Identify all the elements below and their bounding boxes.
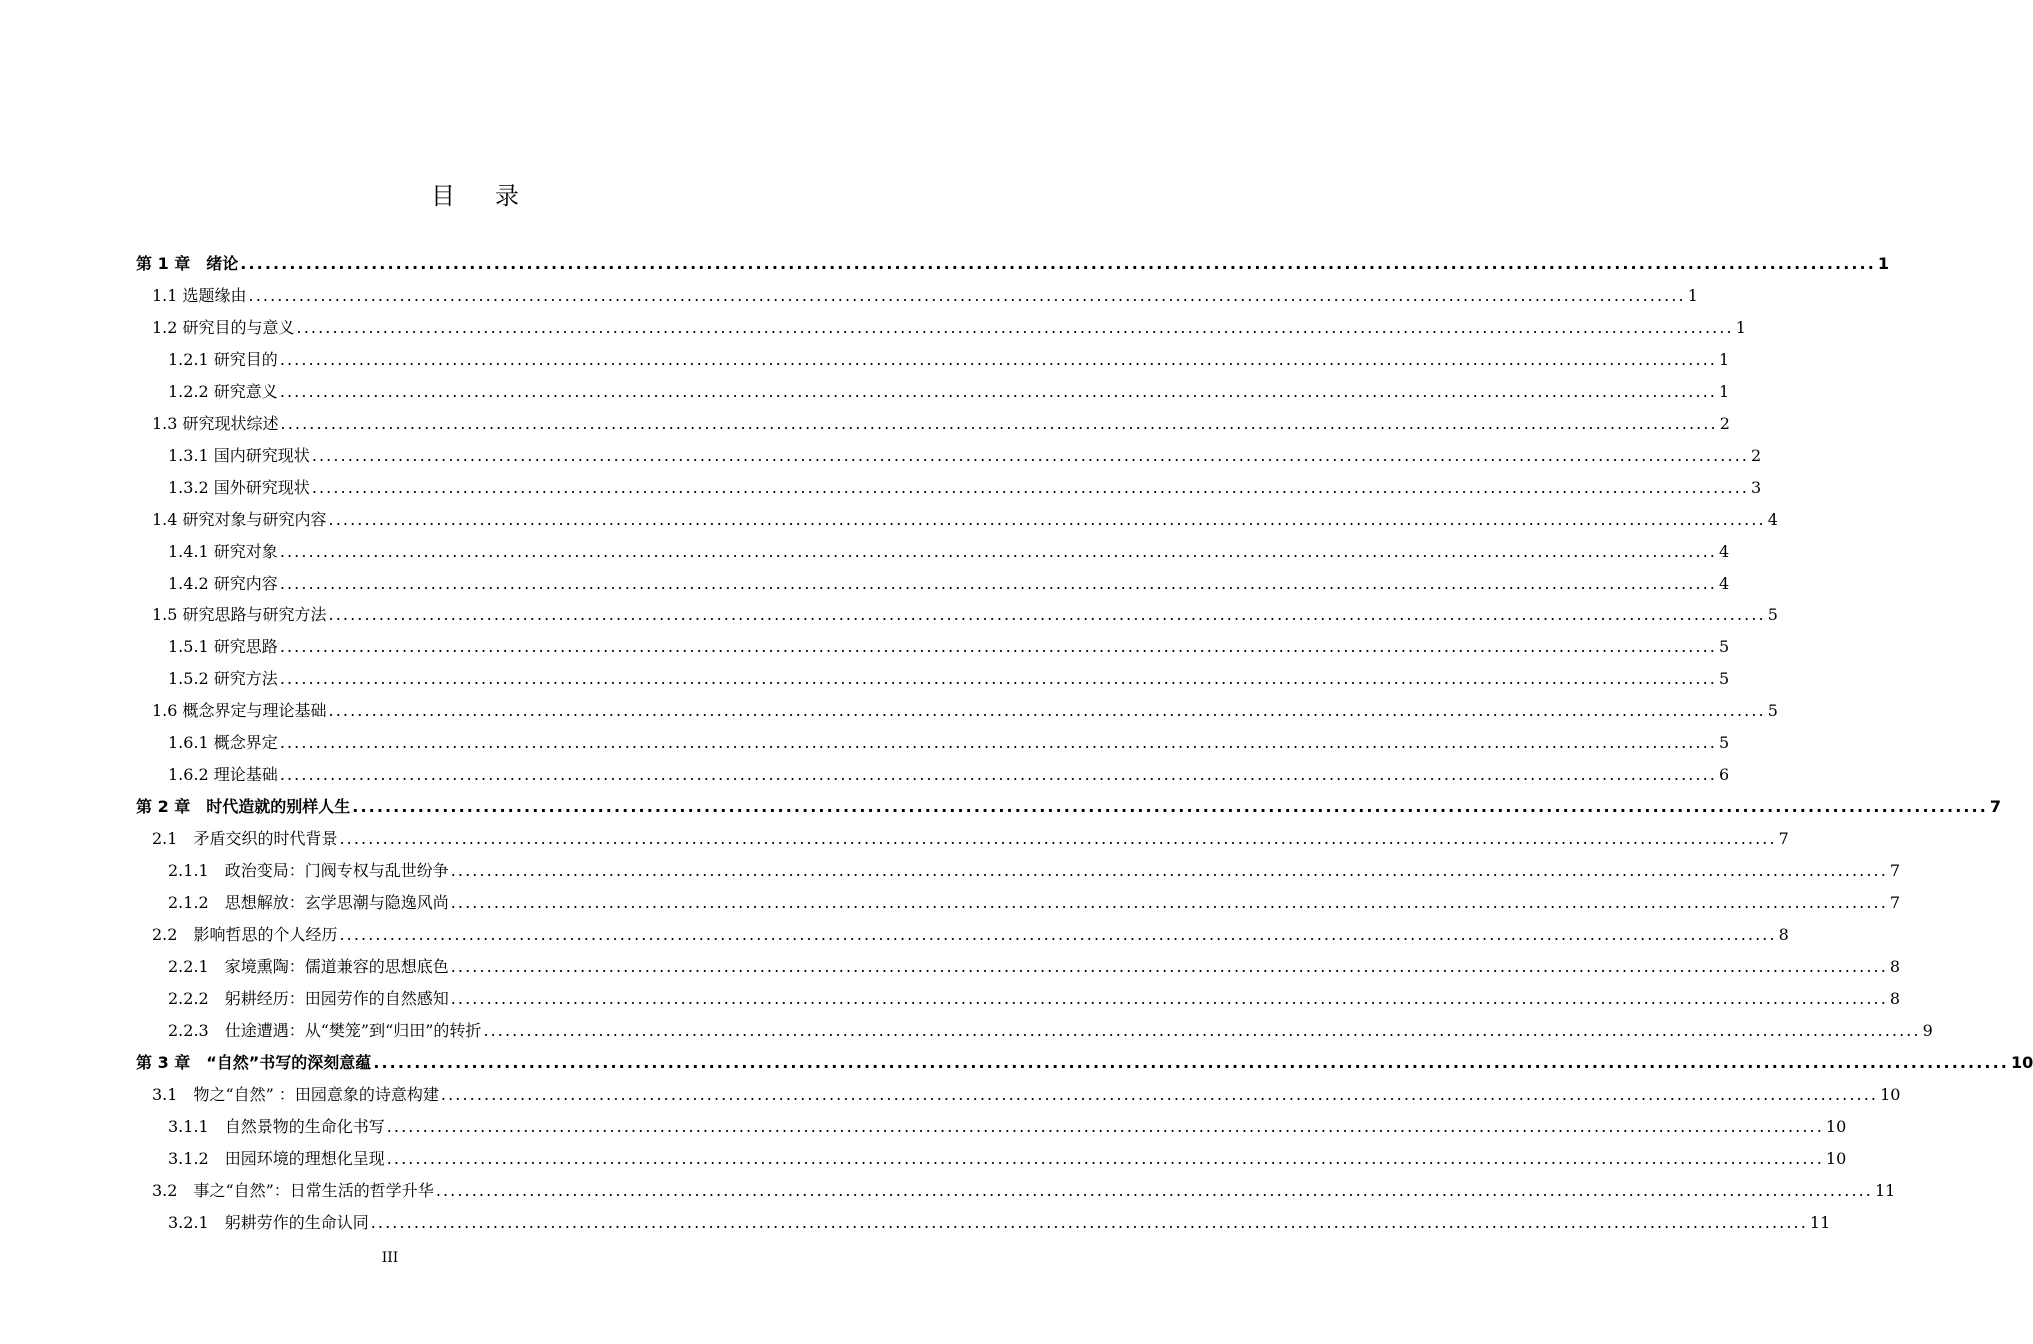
toc-entry-page: 1 xyxy=(1687,285,1698,305)
toc-dot-leader: ........................................................................................................................................................................................................ xyxy=(386,1116,1824,1136)
toc-entry-page: 6 xyxy=(1719,765,1730,785)
toc-entry-label: 1.1 选题缘由 xyxy=(152,285,247,305)
toc-entry[interactable] xyxy=(168,344,1730,370)
toc-entry-label: 1.2.1 研究目的 xyxy=(168,349,278,369)
toc-entry-page: 5 xyxy=(1719,637,1730,657)
toc-entry-page: 9 xyxy=(1922,1020,1933,1040)
toc-entry-label: 3.2.1 躬耕劳作的生命认同 xyxy=(168,1212,369,1232)
toc-entry[interactable] xyxy=(168,727,1730,753)
toc-dot-leader: ........................................................................................................................................................................................................ xyxy=(483,1020,1921,1040)
toc-entry-label: 3.2 事之“自然”：日常生活的哲学升华 xyxy=(152,1180,434,1200)
toc-entry[interactable] xyxy=(168,631,1730,657)
toc-entry-page: 8 xyxy=(1889,956,1901,976)
toc-entry-label: 第 3 章 “自然”书写的深刻意蕴 xyxy=(136,1052,372,1072)
toc-entry[interactable] xyxy=(152,312,1746,338)
toc-entry-page: 10 xyxy=(2010,1052,2033,1072)
toc-entry-page: 11 xyxy=(1809,1212,1831,1232)
toc-entry[interactable] xyxy=(152,1175,1896,1201)
toc-entry-page: 2 xyxy=(1719,413,1730,433)
toc-entry[interactable] xyxy=(136,791,2002,817)
toc-title xyxy=(0,176,950,211)
toc-dot-leader: ........................................................................................................................................................................................................ xyxy=(279,637,1717,657)
toc-dot-leader: ........................................................................................................................................................................................................ xyxy=(279,669,1717,689)
toc-dot-leader: ........................................................................................................................................................................................................ xyxy=(370,1212,1808,1232)
toc-dot-leader: ........................................................................................................................................................................................................ xyxy=(248,285,1686,305)
toc-entry-page: 7 xyxy=(1889,861,1901,881)
toc-entry-label: 2.2.3 仕途遭遇：从“樊笼”到“归田”的转折 xyxy=(168,1020,482,1040)
toc-title-char-1: 目 xyxy=(431,182,455,210)
toc-entry-label: 1.6 概念界定与理论基础 xyxy=(152,701,327,721)
toc-entry-page: 1 xyxy=(1877,254,1890,273)
toc-entry-label: 1.4.1 研究对象 xyxy=(168,541,278,561)
toc-entry-label: 1.2.2 研究意义 xyxy=(168,381,278,401)
toc-entry[interactable] xyxy=(152,280,1698,306)
toc-entry[interactable] xyxy=(152,695,1778,721)
page-number-footer: III xyxy=(381,1250,399,1266)
toc-entry-page: 10 xyxy=(1825,1148,1847,1168)
toc-entry[interactable] xyxy=(168,887,1901,913)
toc-entry-page: 3 xyxy=(1751,477,1762,497)
toc-entry-page: 10 xyxy=(1825,1116,1847,1136)
toc-entry[interactable] xyxy=(168,1111,1847,1137)
toc-entry-page: 1 xyxy=(1719,349,1730,369)
toc-entry-label: 1.5.2 研究方法 xyxy=(168,669,278,689)
toc-entry-page: 8 xyxy=(1889,988,1901,1008)
toc-dot-leader: ........................................................................................................................................................................................................ xyxy=(280,413,1718,433)
toc-dot-leader: ........................................................................................................................................................................................................ xyxy=(240,254,1876,273)
toc-entry[interactable] xyxy=(152,919,1789,945)
toc-entry-label: 2.2.2 躬耕经历：田园劳作的自然感知 xyxy=(168,988,449,1008)
toc-entry-page: 7 xyxy=(1889,893,1901,912)
toc-entry[interactable] xyxy=(168,759,1730,785)
toc-entry-label: 1.4 研究对象与研究内容 xyxy=(152,509,327,529)
toc-entry[interactable] xyxy=(168,855,1901,881)
toc-entry-page: 5 xyxy=(1767,701,1778,721)
toc-entry-label: 1.6.1 概念界定 xyxy=(168,733,278,753)
toc-entry[interactable] xyxy=(168,951,1901,977)
toc-entry-label: 第 2 章 时代造就的别样人生 xyxy=(136,797,351,817)
toc-title-char-2: 录 xyxy=(495,182,519,210)
toc-entry-page: 4 xyxy=(1719,541,1730,561)
toc-entry-label: 1.4.2 研究内容 xyxy=(168,573,278,593)
toc-dot-leader: ........................................................................................................................................................................................................ xyxy=(279,349,1717,369)
toc-dot-leader: ........................................................................................................................................................................................................ xyxy=(328,509,1766,529)
toc-entry-label: 1.3 研究现状综述 xyxy=(152,413,279,433)
toc-dot-leader: ........................................................................................................................................................................................................ xyxy=(450,956,1888,976)
toc-dot-leader: ........................................................................................................................................................................................................ xyxy=(339,829,1777,849)
toc-entry-page: 10 xyxy=(1880,1084,1901,1104)
toc-entry-label: 1.5 研究思路与研究方法 xyxy=(152,605,327,625)
toc-entry-page: 7 xyxy=(1989,797,2002,817)
toc-dot-leader: ........................................................................................................................................................................................................ xyxy=(279,573,1717,593)
toc-entry-page: 2 xyxy=(1751,445,1762,465)
toc-dot-leader: ........................................................................................................................................................................................................ xyxy=(311,445,1749,465)
toc-entry-page: 7 xyxy=(1778,829,1789,849)
toc-entry-label: 1.3.2 国外研究现状 xyxy=(168,477,310,497)
toc-entry[interactable] xyxy=(168,536,1730,562)
toc-entry-page: 5 xyxy=(1719,733,1730,753)
toc-entry[interactable] xyxy=(168,440,1762,466)
toc-entry-label: 2.2 影响哲思的个人经历 xyxy=(152,924,338,944)
toc-entry[interactable] xyxy=(152,408,1730,434)
toc-dot-leader: ........................................................................................................................................................................................................ xyxy=(311,477,1749,497)
toc-entry[interactable] xyxy=(168,472,1762,498)
toc-dot-leader: ........................................................................................................................................................................................................ xyxy=(279,733,1717,753)
toc-dot-leader: ........................................................................................................................................................................................................ xyxy=(450,988,1888,1008)
toc-entry-label: 1.3.1 国内研究现状 xyxy=(168,445,310,465)
toc-entry-label: 2.2.1 家境熏陶：儒道兼容的思想底色 xyxy=(168,956,449,976)
toc-entry[interactable] xyxy=(168,983,1901,1009)
toc-entry-page: 1 xyxy=(1735,317,1746,337)
toc-entry[interactable] xyxy=(136,248,1890,274)
toc-dot-leader: ........................................................................................................................................................................................................ xyxy=(373,1052,2009,1072)
toc-dot-leader: ........................................................................................................................................................................................................ xyxy=(450,893,1888,912)
toc-dot-leader: ........................................................................................................................................................................................................ xyxy=(440,1084,1879,1104)
toc-entry-label: 3.1.1 自然景物的生命化书写 xyxy=(168,1116,385,1136)
toc-entry-page: 4 xyxy=(1719,573,1730,593)
toc-entry[interactable] xyxy=(168,1015,1933,1041)
toc-entry[interactable] xyxy=(168,568,1730,594)
toc-entry-label: 2.1.1 政治变局：门阀专权与乱世纷争 xyxy=(168,861,449,881)
toc-dot-leader: ........................................................................................................................................................................................................ xyxy=(386,1148,1824,1168)
toc-dot-leader: ........................................................................................................................................................................................................ xyxy=(450,861,1888,881)
toc-entry-page: 1 xyxy=(1719,381,1730,401)
toc-entry-label: 1.6.2 理论基础 xyxy=(168,765,278,785)
toc-dot-leader: ........................................................................................................................................................................................................ xyxy=(328,605,1766,625)
toc-entry[interactable] xyxy=(152,823,1789,849)
toc-dot-leader: ........................................................................................................................................................................................................ xyxy=(279,381,1717,401)
toc-entry[interactable] xyxy=(152,1079,1901,1105)
toc-entry-label: 第 1 章 绪论 xyxy=(136,254,239,273)
toc-dot-leader: ........................................................................................................................................................................................................ xyxy=(352,797,1988,817)
toc-entry[interactable] xyxy=(136,1047,2033,1073)
toc-entry-page: 5 xyxy=(1767,605,1778,625)
toc-dot-leader: ........................................................................................................................................................................................................ xyxy=(296,317,1734,337)
toc-dot-leader: ........................................................................................................................................................................................................ xyxy=(279,541,1717,561)
toc-entry-page: 5 xyxy=(1719,669,1730,689)
toc-entry-page: 4 xyxy=(1767,509,1778,529)
toc-entry-label: 2.1 矛盾交织的时代背景 xyxy=(152,829,338,849)
toc-entry-label: 3.1.2 田园环境的理想化呈现 xyxy=(168,1148,385,1168)
toc-dot-leader: ........................................................................................................................................................................................................ xyxy=(339,924,1777,944)
toc-entry[interactable] xyxy=(168,663,1730,689)
toc-entry[interactable] xyxy=(152,599,1778,625)
toc-entry[interactable] xyxy=(168,376,1730,402)
toc-entry[interactable] xyxy=(168,1143,1847,1169)
toc-entry-label: 1.5.1 研究思路 xyxy=(168,637,278,657)
toc-entry[interactable] xyxy=(168,1207,1831,1233)
toc-dot-leader: ........................................................................................................................................................................................................ xyxy=(435,1180,1873,1200)
toc-entry-page: 11 xyxy=(1875,1180,1896,1200)
toc-entry-label: 2.1.2 思想解放：玄学思潮与隐逸风尚 xyxy=(168,893,449,912)
toc-dot-leader: ........................................................................................................................................................................................................ xyxy=(328,701,1766,721)
toc-entry[interactable] xyxy=(152,504,1778,530)
toc-entry-label: 3.1 物之“自然” ：田园意象的诗意构建 xyxy=(152,1084,439,1104)
toc-entry-page: 8 xyxy=(1778,924,1789,944)
toc-entry-label: 1.2 研究目的与意义 xyxy=(152,317,295,337)
toc-dot-leader: ........................................................................................................................................................................................................ xyxy=(279,765,1717,785)
